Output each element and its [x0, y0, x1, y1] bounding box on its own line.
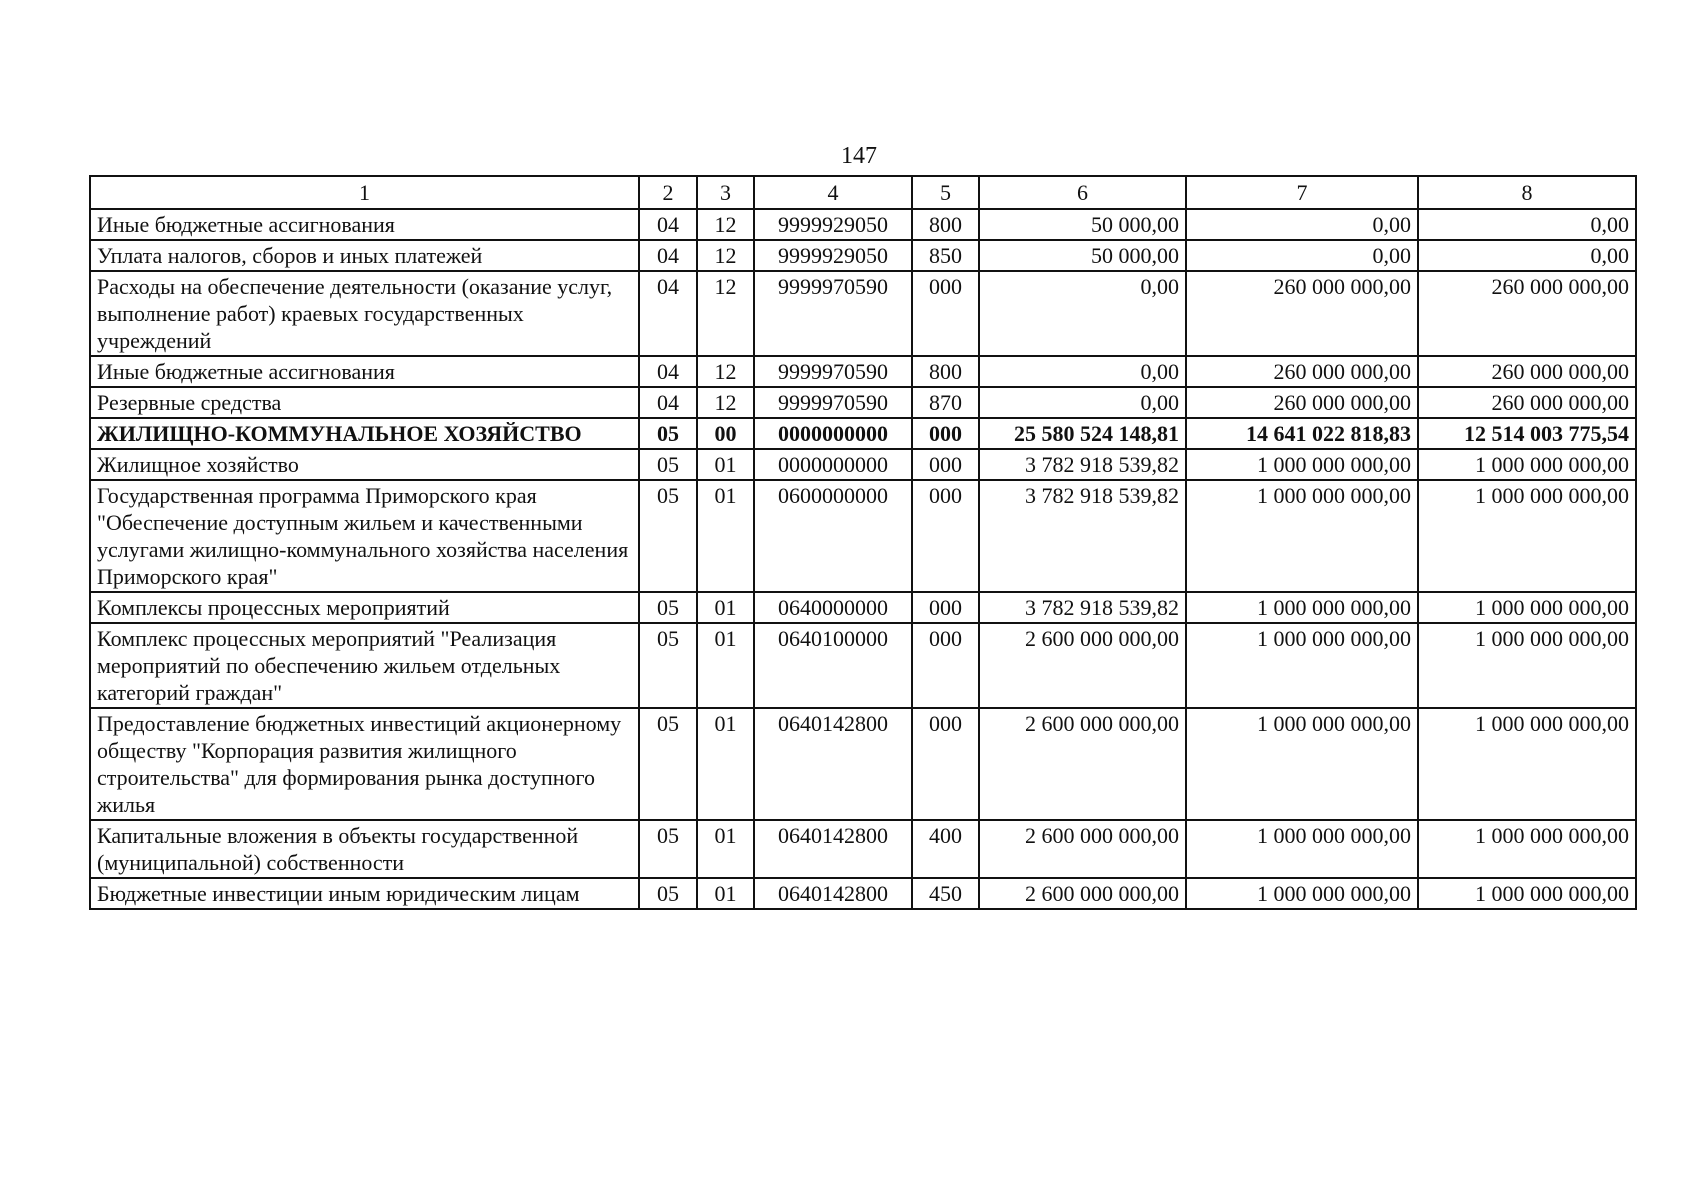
table-row: [90, 592, 1636, 623]
row-name: Уплата налогов, сборов и иных платежей: [90, 240, 639, 271]
column-header: 4: [754, 176, 912, 209]
expense-type-code: 000: [912, 449, 979, 480]
amount-col6: 2 600 000 000,00: [979, 878, 1186, 909]
amount-col8: 1 000 000 000,00: [1418, 623, 1636, 708]
section-code: 04: [639, 271, 697, 356]
subsection-code: 12: [697, 209, 754, 240]
section-code: 04: [639, 240, 697, 271]
table-row: [90, 878, 1636, 909]
target-article-code: 0600000000: [754, 480, 912, 592]
row-name: Резервные средства: [90, 387, 639, 418]
subsection-code: 12: [697, 387, 754, 418]
row-name: Жилищное хозяйство: [90, 449, 639, 480]
expense-type-code: 870: [912, 387, 979, 418]
amount-col6: 0,00: [979, 356, 1186, 387]
table-row: [90, 271, 1636, 356]
target-article-code: 0640142800: [754, 878, 912, 909]
page-number: 147: [841, 143, 877, 169]
target-article-code: 9999970590: [754, 271, 912, 356]
target-article-code: 0640000000: [754, 592, 912, 623]
amount-col7: 1 000 000 000,00: [1186, 878, 1418, 909]
row-name: Комплекс процессных мероприятий "Реализация мероприятий по обеспечению жильем отдельных категорий граждан": [90, 623, 639, 708]
amount-col8: 1 000 000 000,00: [1418, 480, 1636, 592]
target-article-code: 0000000000: [754, 449, 912, 480]
expense-type-code: 000: [912, 271, 979, 356]
expense-type-code: 800: [912, 356, 979, 387]
expense-type-code: 850: [912, 240, 979, 271]
row-name: Капитальные вложения в объекты государственной (муниципальной) собственности: [90, 820, 639, 878]
target-article-code: 0000000000: [754, 418, 912, 449]
column-header: 7: [1186, 176, 1418, 209]
amount-col7: 260 000 000,00: [1186, 271, 1418, 356]
table-row: [90, 623, 1636, 708]
section-code: 05: [639, 480, 697, 592]
amount-col7: 0,00: [1186, 240, 1418, 271]
amount-col8: 1 000 000 000,00: [1418, 820, 1636, 878]
amount-col7: 1 000 000 000,00: [1186, 820, 1418, 878]
subsection-code: 12: [697, 271, 754, 356]
row-name: Иные бюджетные ассигнования: [90, 356, 639, 387]
amount-col8: 1 000 000 000,00: [1418, 449, 1636, 480]
subsection-code: 00: [697, 418, 754, 449]
row-name: ЖИЛИЩНО-КОММУНАЛЬНОЕ ХОЗЯЙСТВО: [90, 418, 639, 449]
amount-col7: 14 641 022 818,83: [1186, 418, 1418, 449]
section-code: 04: [639, 387, 697, 418]
amount-col8: 0,00: [1418, 240, 1636, 271]
expense-type-code: 800: [912, 209, 979, 240]
expense-type-code: 000: [912, 480, 979, 592]
amount-col6: 3 782 918 539,82: [979, 449, 1186, 480]
amount-col8: 0,00: [1418, 209, 1636, 240]
expense-type-code: 000: [912, 623, 979, 708]
expense-type-code: 450: [912, 878, 979, 909]
amount-col8: 1 000 000 000,00: [1418, 708, 1636, 820]
subsection-code: 01: [697, 623, 754, 708]
column-header: 1: [90, 176, 639, 209]
amount-col6: 3 782 918 539,82: [979, 480, 1186, 592]
section-code: 05: [639, 418, 697, 449]
subsection-code: 12: [697, 240, 754, 271]
table-row: [90, 708, 1636, 820]
amount-col6: 3 782 918 539,82: [979, 592, 1186, 623]
table-row: [90, 820, 1636, 878]
row-name: Расходы на обеспечение деятельности (оказание услуг, выполнение работ) краевых государственных учреждений: [90, 271, 639, 356]
section-code: 05: [639, 820, 697, 878]
target-article-code: 9999970590: [754, 356, 912, 387]
expense-type-code: 400: [912, 820, 979, 878]
subsection-code: 01: [697, 708, 754, 820]
subsection-code: 01: [697, 592, 754, 623]
expense-type-code: 000: [912, 592, 979, 623]
table-row: [90, 356, 1636, 387]
column-header: 2: [639, 176, 697, 209]
subsection-code: 12: [697, 356, 754, 387]
section-code: 05: [639, 592, 697, 623]
amount-col8: 1 000 000 000,00: [1418, 878, 1636, 909]
row-name: Государственная программа Приморского края "Обеспечение доступным жильем и качественными услугами жилищно-коммунального хозяйства населения Приморского края": [90, 480, 639, 592]
column-header: 6: [979, 176, 1186, 209]
amount-col7: 1 000 000 000,00: [1186, 449, 1418, 480]
expense-type-code: 000: [912, 418, 979, 449]
amount-col6: 25 580 524 148,81: [979, 418, 1186, 449]
table-row-section-total: [90, 418, 1636, 449]
target-article-code: 9999970590: [754, 387, 912, 418]
column-header: 3: [697, 176, 754, 209]
amount-col6: 2 600 000 000,00: [979, 623, 1186, 708]
amount-col7: 1 000 000 000,00: [1186, 708, 1418, 820]
amount-col7: 260 000 000,00: [1186, 356, 1418, 387]
amount-col7: 0,00: [1186, 209, 1418, 240]
target-article-code: 9999929050: [754, 240, 912, 271]
amount-col6: 0,00: [979, 271, 1186, 356]
table-row: [90, 480, 1636, 592]
target-article-code: 0640142800: [754, 708, 912, 820]
subsection-code: 01: [697, 878, 754, 909]
section-code: 04: [639, 209, 697, 240]
amount-col8: 12 514 003 775,54: [1418, 418, 1636, 449]
subsection-code: 01: [697, 449, 754, 480]
amount-col8: 1 000 000 000,00: [1418, 592, 1636, 623]
table-row: [90, 387, 1636, 418]
subsection-code: 01: [697, 820, 754, 878]
amount-col7: 260 000 000,00: [1186, 387, 1418, 418]
subsection-code: 01: [697, 480, 754, 592]
header-row: [90, 176, 1636, 209]
target-article-code: 0640142800: [754, 820, 912, 878]
section-code: 05: [639, 623, 697, 708]
target-article-code: 9999929050: [754, 209, 912, 240]
target-article-code: 0640100000: [754, 623, 912, 708]
amount-col8: 260 000 000,00: [1418, 356, 1636, 387]
amount-col7: 1 000 000 000,00: [1186, 592, 1418, 623]
row-name: Предоставление бюджетных инвестиций акционерному обществу "Корпорация развития жилищного строительства" для формирования рынка доступного жилья: [90, 708, 639, 820]
amount-col6: 0,00: [979, 387, 1186, 418]
amount-col6: 2 600 000 000,00: [979, 820, 1186, 878]
column-header: 5: [912, 176, 979, 209]
row-name: Иные бюджетные ассигнования: [90, 209, 639, 240]
table-row: [90, 240, 1636, 271]
amount-col6: 50 000,00: [979, 209, 1186, 240]
section-code: 05: [639, 878, 697, 909]
column-header: 8: [1418, 176, 1636, 209]
section-code: 04: [639, 356, 697, 387]
expense-type-code: 000: [912, 708, 979, 820]
table-row: [90, 449, 1636, 480]
row-name: Комплексы процессных мероприятий: [90, 592, 639, 623]
amount-col8: 260 000 000,00: [1418, 271, 1636, 356]
amount-col7: 1 000 000 000,00: [1186, 480, 1418, 592]
amount-col8: 260 000 000,00: [1418, 387, 1636, 418]
budget-table: [89, 175, 1637, 910]
table-row: [90, 209, 1636, 240]
amount-col6: 2 600 000 000,00: [979, 708, 1186, 820]
row-name: Бюджетные инвестиции иным юридическим лицам: [90, 878, 639, 909]
amount-col7: 1 000 000 000,00: [1186, 623, 1418, 708]
section-code: 05: [639, 708, 697, 820]
amount-col6: 50 000,00: [979, 240, 1186, 271]
section-code: 05: [639, 449, 697, 480]
